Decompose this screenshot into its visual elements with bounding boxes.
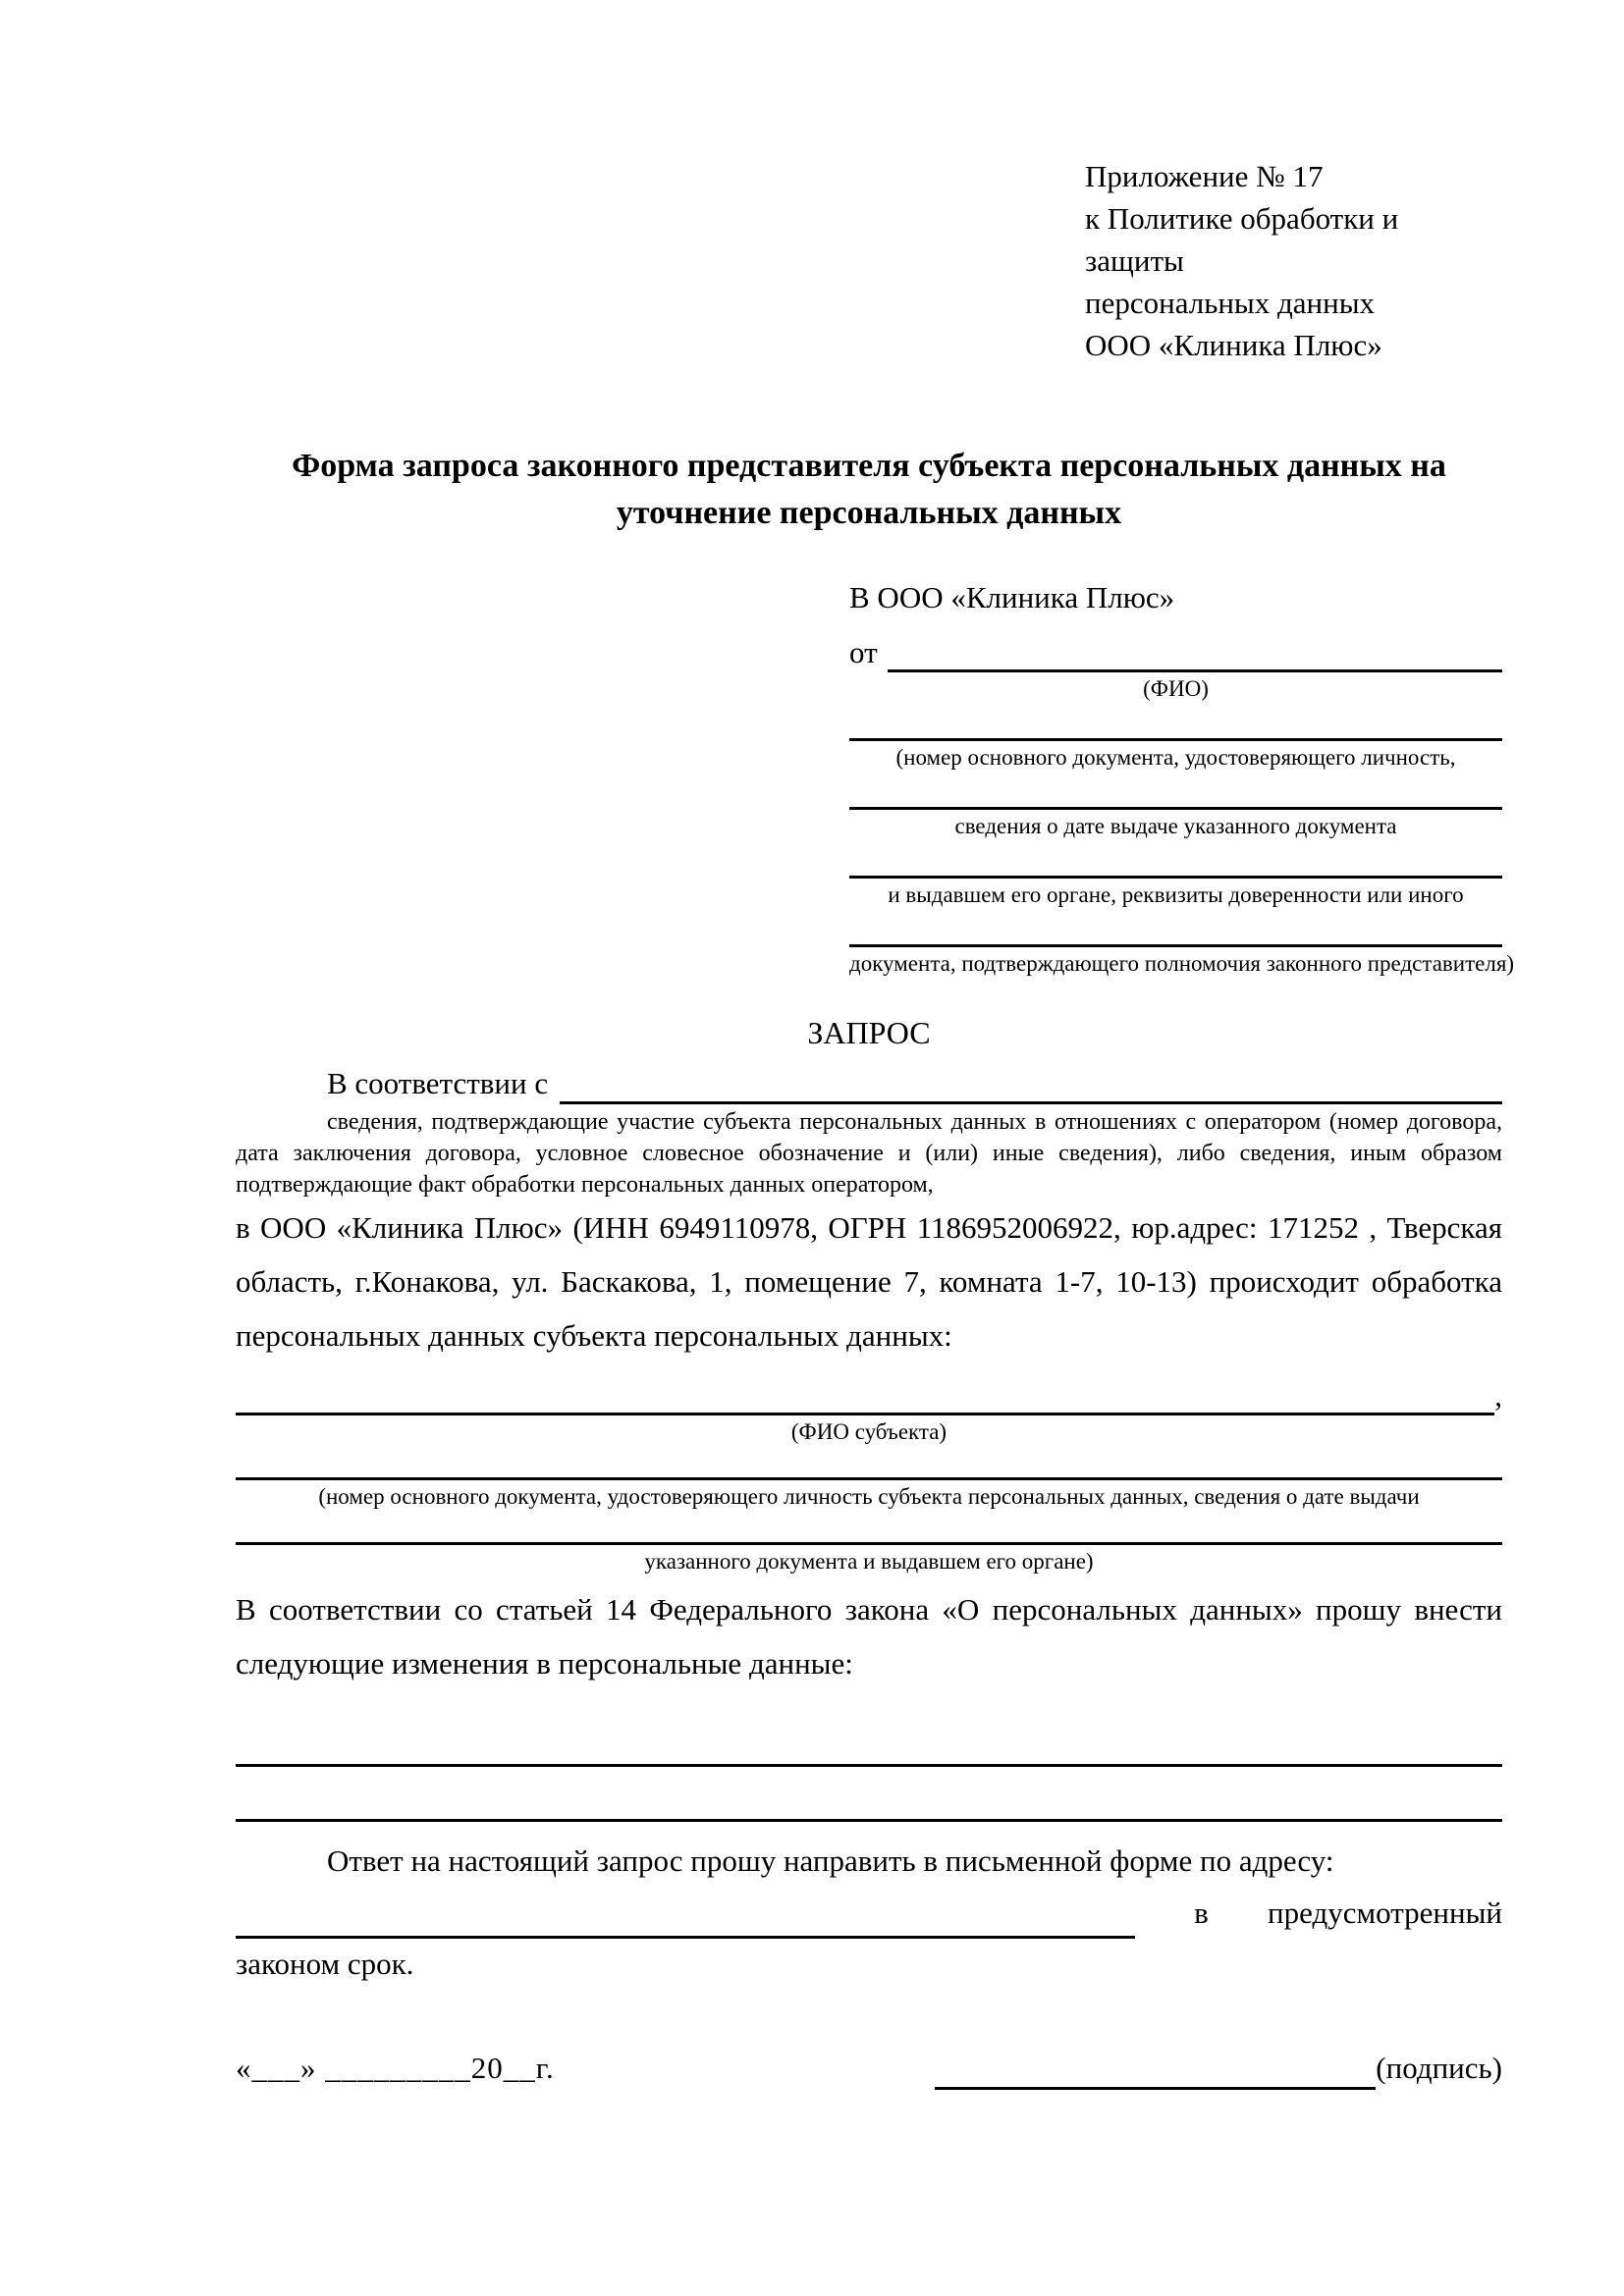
appendix-line-1: Приложение № 17 <box>1085 159 1324 193</box>
subject-doc-caption-2: указанного документа и выдавшем его органе) <box>644 1549 1094 1574</box>
answer-word-1: в <box>1194 1896 1209 1930</box>
subject-fio-line-comma: , <box>1494 1378 1502 1413</box>
subject-fio-caption: (ФИО субъекта) <box>790 1419 947 1444</box>
answer-paragraph-line-1: Ответ на настоящий запрос прошу направить в письменной форме по адресу: <box>327 1843 1334 1878</box>
representative-doc-blank-line-2 <box>849 773 1502 810</box>
representative-fio-blank-line <box>888 633 1502 672</box>
representative-doc-group-1 <box>849 704 1502 773</box>
representative-doc-caption-3: и выдавшем его органе, реквизиты доверенности или иного <box>888 882 1464 907</box>
appendix-line-2: к Политике обработки и защиты <box>1085 201 1399 278</box>
subject-fio-row <box>236 1376 1502 1415</box>
fio-caption: (ФИО) <box>1143 676 1209 701</box>
date-blank-text: «___» _________20__г. <box>236 2051 555 2085</box>
article-paragraph: В соответствии со статьей 14 Федерального закона «О персональных данных» прошу внести следующие изменения в персональные данные: <box>236 1592 1502 1681</box>
basis-row <box>236 1063 1502 1104</box>
from-row <box>849 633 1502 672</box>
answer-address-blank-line <box>236 1888 1135 1939</box>
basis-fine-print: сведения, подтверждающие участие субъекта персональных данных в отношениях с оператором (номер договора, дата заключения договора, условное словесное обозначение и (или) иные сведения), либо сведения, иным образом подтверждающие факт обработки персональных данных оператором, <box>236 1109 1502 1198</box>
representative-doc-group-4 <box>849 910 1515 979</box>
appendix-block <box>1085 155 1502 366</box>
answer-address-row <box>236 1888 1502 1939</box>
subject-doc-group-1 <box>236 1447 1502 1512</box>
subject-doc-blank-line-2 <box>236 1512 1502 1545</box>
representative-doc-caption-1: (номер основного документа, удостоверяющего личность, <box>895 745 1456 770</box>
form-title: Форма запроса законного представителя субъекта персональных данных на уточнение персональных данных <box>292 448 1446 531</box>
changes-blank-line-2 <box>236 1767 1502 1822</box>
subject-doc-group-2 <box>236 1512 1502 1576</box>
subject-doc-blank-line-1 <box>236 1447 1502 1480</box>
representative-doc-blank-line-4 <box>849 910 1502 947</box>
addressee-to: В ООО «Клиника Плюс» <box>849 580 1175 614</box>
answer-word-2: предусмотренный <box>1268 1896 1502 1930</box>
basis-blank-line <box>560 1063 1502 1104</box>
date-signature-row <box>236 2047 1502 2090</box>
basis-label: В соответствии с <box>327 1066 549 1100</box>
changes-blank-line-1 <box>236 1734 1502 1767</box>
representative-doc-caption-2: сведения о дате выдаче указанного документа <box>954 814 1397 838</box>
operator-paragraph: в ООО «Клиника Плюс» (ИНН 6949110978, ОГРН 1186952006922, юр.адрес: 171252 , Тверская область, г.Конакова, ул. Баскакова, 1, помещение 7, комната 1-7, 10-13) происходит обработка персональных данных субъекта персональных данных: <box>236 1210 1502 1353</box>
signature-group <box>935 2047 1502 2090</box>
answer-paragraph-line-3: законом срок. <box>236 1947 414 1981</box>
appendix-line-3: персональных данных <box>1085 286 1376 320</box>
representative-doc-group-2 <box>849 773 1502 841</box>
addressee-block <box>849 576 1515 979</box>
subject-doc-caption-1: (номер основного документа, удостоверяющего личность субъекта персональных данных, сведения о дате выдачи <box>318 1484 1420 1509</box>
signature-caption: (подпись) <box>1376 2051 1502 2085</box>
representative-doc-group-3 <box>849 841 1502 910</box>
appendix-line-4: ООО «Клиника Плюс» <box>1085 328 1382 362</box>
representative-doc-blank-line-1 <box>849 704 1502 741</box>
representative-doc-blank-line-3 <box>849 841 1502 879</box>
subject-fio-blank-line <box>236 1376 1494 1415</box>
request-heading: ЗАПРОС <box>807 1015 931 1050</box>
signature-blank-line <box>935 2047 1376 2090</box>
from-label: от <box>849 635 878 669</box>
representative-doc-caption-4: документа, подтверждающего полномочия законного представителя) <box>849 951 1515 976</box>
